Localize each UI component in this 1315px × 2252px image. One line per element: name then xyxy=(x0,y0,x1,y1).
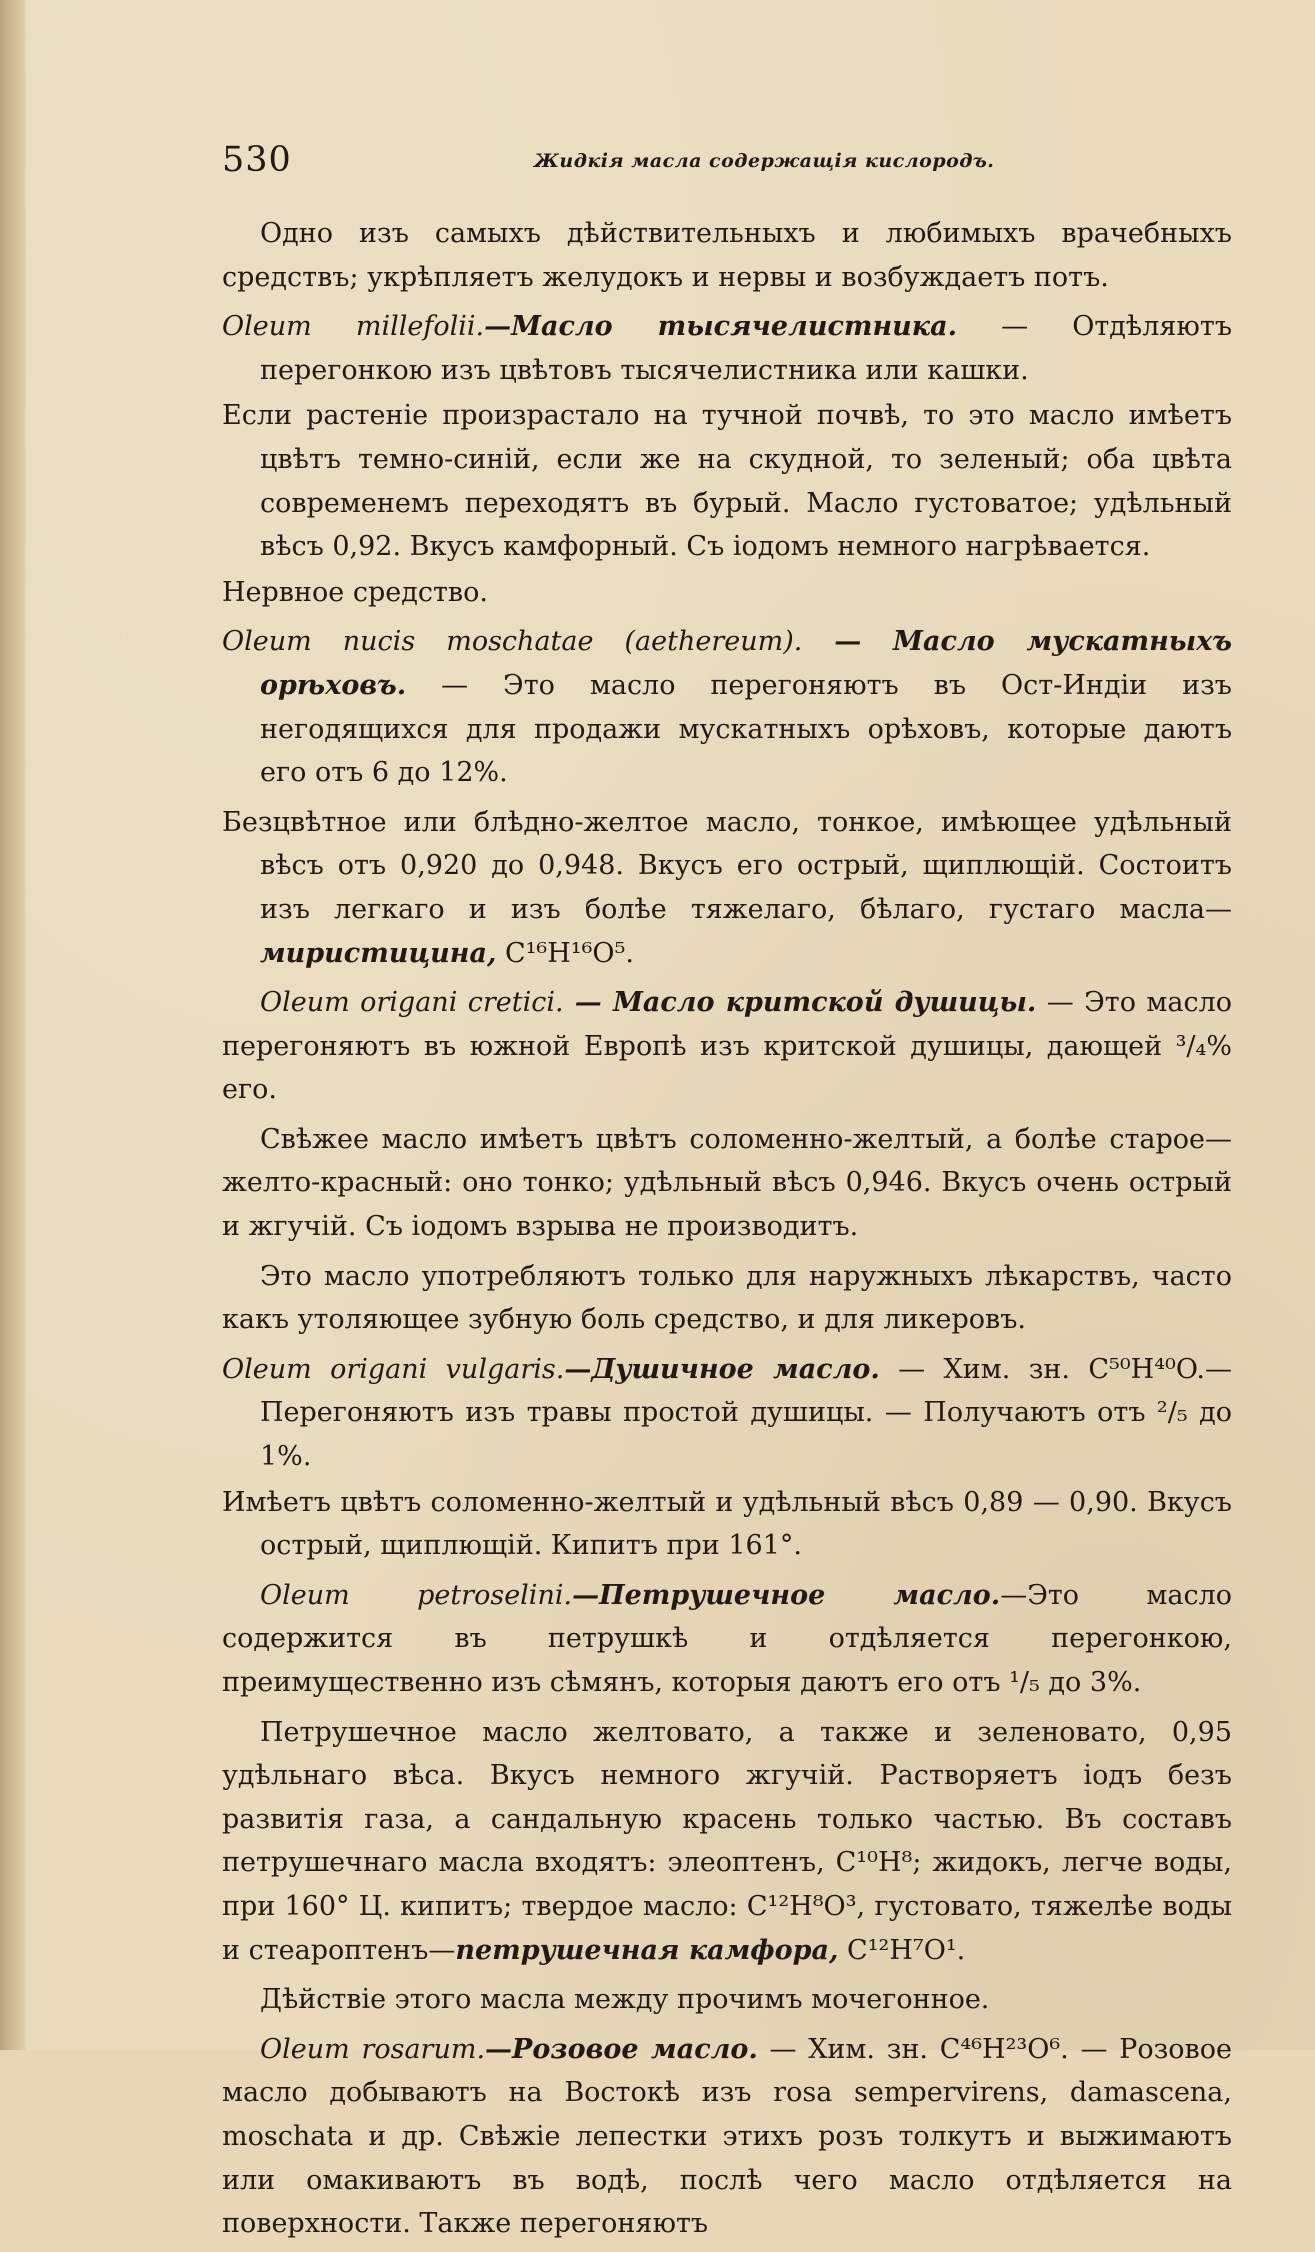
entry-origani-cretici xyxy=(222,981,1232,1112)
entry-origani-vulgaris xyxy=(222,1348,1232,1479)
entry-text: — Это масло перегоняютъ въ южной Европѣ изъ критской душицы, дающей ³/₄% его. xyxy=(222,987,1232,1106)
entry-rosarum xyxy=(222,2028,1232,2246)
paragraph-text: Безцвѣтное или блѣдно-желтое масло, тонкое, имѣющее удѣльный вѣсъ отъ 0,920 до 0,948. Вкусъ его острый, щиплющій. Состоитъ изъ легкаго и изъ болѣе тяжелаго, бѣлаго, густаго масла— xyxy=(222,806,1232,925)
page-number: 530 xyxy=(222,140,292,180)
russian-name: —Душичное масло. xyxy=(564,1353,880,1385)
latin-name-qualifier: (aethereum). xyxy=(624,626,803,658)
running-title: Жидкія масла содержащія кислородъ. xyxy=(534,150,995,172)
latin-name: Oleum rosarum. xyxy=(260,2033,486,2065)
paragraph-4: Нервное средство. xyxy=(222,576,488,608)
russian-name: —Петрушечное масло. xyxy=(572,1579,1001,1611)
entry-text: — Отдѣляютъ перегонкою изъ цвѣтовъ тысячелистника или кашки. xyxy=(260,311,1233,386)
entry-text: —Это масло содержится въ петрушкѣ и отдѣляется перегонкою, преимущественно изъ сѣмянъ, которыя даютъ его отъ ¹/₅ до 3%. xyxy=(222,1579,1232,1698)
page-header xyxy=(222,140,1232,180)
russian-name: —Розовое масло. xyxy=(485,2033,758,2065)
entry-nucis-moschatae xyxy=(222,620,1232,794)
entry-text: — Хим. зн. C⁵⁰H⁴⁰O.— Перегоняютъ изъ травы простой душицы. — Получаютъ отъ ²/₅ до 1%. xyxy=(260,1353,1232,1473)
body-text xyxy=(222,212,1232,2252)
latin-name: Oleum petroselini. xyxy=(260,1579,573,1611)
paragraph-11: Имѣетъ цвѣтъ соломенно-желтый и удѣльный вѣсъ 0,89 — 0,90. Вкусъ острый, щиплющій. Кипитъ при 161°. xyxy=(222,1486,1232,1562)
russian-name: — Масло критской душицы. xyxy=(563,987,1037,1019)
paragraph-1: Одно изъ самыхъ дѣйствительныхъ и любимыхъ врачебныхъ средствъ; укрѣпляетъ желудокъ и нервы и возбуждаетъ потъ. xyxy=(222,218,1232,293)
paragraph-text: Петрушечное масло желтовато, а также и зеленовато, 0,95 удѣльнаго вѣса. Вкусъ немного жгучій. Растворяетъ іодъ безъ развитія газа, а сандальную красень только частью. Въ составъ петрушечнаго масла входятъ: элеоптенъ, C¹⁰H⁸; жидокъ, легче воды, при 160° Ц. кипитъ; твердое масло: C¹²H⁸O³, густовато, тяжелѣе воды и стеароптенъ— xyxy=(222,1716,1232,1966)
paragraph-3: Если растеніе произрастало на тучной почвѣ, то это масло имѣетъ цвѣтъ темно-синій, если же на скудной, то зеленый; оба цвѣта современемъ переходятъ въ бурый. Масло густоватое; удѣльный вѣсъ 0,92. Вкусъ камфорный. Съ іодомъ немного нагрѣвается. xyxy=(222,400,1232,563)
entry-text: — Хим. зн. C⁴⁶H²³O⁶. — Розовое масло добываютъ на Востокѣ изъ rosa sempervirens, damascena, moschata и др. Свѣжіе лепестки этихъ розъ толкутъ и выжимаютъ или омакиваютъ въ водѣ, послѣ чего масло отдѣляется на поверхности. Также перегоняютъ xyxy=(222,2033,1232,2240)
paragraph-14: Дѣйствіе этого масла между прочимъ мочегонное. xyxy=(260,1984,990,2016)
chemical-formula: C¹²H⁷O¹. xyxy=(847,1934,966,1966)
entry-millefolii xyxy=(222,305,1232,392)
russian-name: —Масло тысячелистника. xyxy=(484,311,957,343)
entry-text: — Это масло перегоняютъ въ Ост-Индіи изъ негодящихся для продажи мускатныхъ орѣховъ, которые даютъ его отъ 6 до 12%. xyxy=(260,669,1232,789)
latin-name: Oleum millefolii. xyxy=(222,311,485,343)
entry-petroselini xyxy=(222,1574,1232,1705)
paragraph-8: Свѣжее масло имѣетъ цвѣтъ соломенно-желтый, а болѣе старое—желто-красный: оно тонко; удѣльный вѣсъ 0,946. Вкусъ очень острый и жгучій. Съ іодомъ взрыва не производитъ. xyxy=(222,1123,1232,1243)
emphasis-term: петрушечная камфора, xyxy=(455,1934,839,1966)
paragraph-6 xyxy=(222,801,1232,975)
page-spine-shadow xyxy=(0,0,26,2050)
latin-name: Oleum origani vulgaris. xyxy=(222,1353,565,1385)
paragraph-9: Это масло употребляютъ только для наружныхъ лѣкарствъ, часто какъ утоляющее зубную боль средство, и для ликеровъ. xyxy=(222,1260,1232,1336)
chemical-formula: C¹⁶H¹⁶O⁵. xyxy=(504,937,634,969)
latin-name: Oleum nucis moschatae xyxy=(222,626,594,658)
paragraph-13 xyxy=(222,1711,1232,1973)
emphasis-term: миристицина, xyxy=(260,937,497,969)
latin-name: Oleum origani cretici. xyxy=(260,987,564,1019)
russian-name: — Масло мускатныхъ орѣховъ. xyxy=(260,626,1232,701)
